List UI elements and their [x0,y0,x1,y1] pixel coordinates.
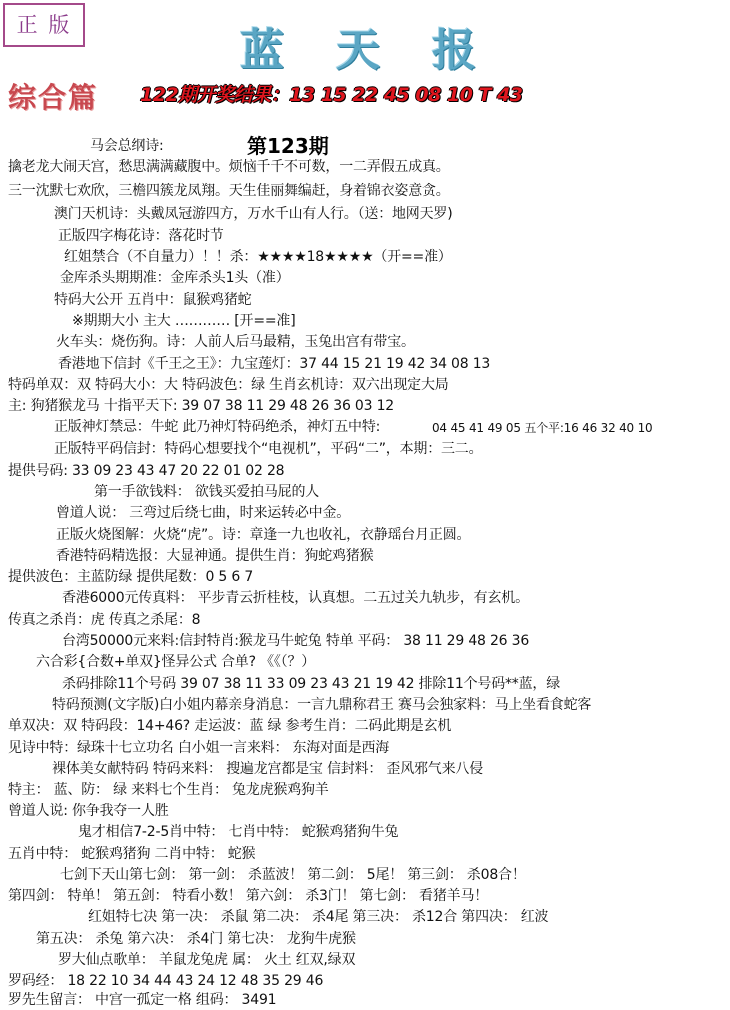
text-line: 正版特平码信封：特码心想要找个“电视机”，平码“二”，本期：三二。 [54,441,483,457]
masthead-char-2: 天 [336,25,386,76]
text-line: 五肖中特： 蛇猴鸡猪狗 二肖中特： 蛇猴 [8,846,256,862]
text-line: 特主： 蓝、防： 绿 来料七个生肖： 兔龙虎猴鸡狗羊 [8,782,329,798]
text-line: 红姐特七决 第一决： 杀鼠 第二决： 杀4尾 第三决： 杀12合 第四决： 红波 [88,909,549,925]
text-line: 正版火烧图解：火烧“虎”。诗：章逢一九也收礼，衣静瑶台月正圆。 [56,527,471,543]
text-line: 鬼才相信7-2-5肖中特： 七肖中特： 蛇猴鸡猪狗牛兔 [78,824,399,840]
text-line: 正版四字梅花诗：落花时节 [58,228,224,244]
text-line: 马会总纲诗: [90,138,164,154]
text-line: 提供波色：主蓝防绿 提供尾数：0 5 6 7 [8,569,254,585]
text-line: 罗先生留言： 中宫一孤定一格 组码： 3491 [8,992,277,1008]
text-line: 提供号码: 33 09 23 43 47 20 22 01 02 28 [8,463,285,479]
text-line: 特码预测(文字版)白小姐内幕亲身消息：一言九鼎称君王 赛马会独家料：马上坐看食蛇客 [52,697,592,713]
text-line: 澳门天机诗：头戴凤冠游四方，万水千山有人行。（送：地网天罗) [54,206,453,222]
text-line: 擒老龙大闹天宫，愁思满满藏腹中。烦恼千千不可数，一二弄假五成真。 [8,159,450,175]
text-line: ※期期大小 主大 ………… [开==准] [72,313,296,329]
masthead-char-1: 蓝 [240,25,290,76]
text-line: 曾道人说： 三弯过后绕七曲，时来运转必中金。 [56,505,351,521]
draw-result-banner: 122期开奖结果：13 15 22 45 08 10 T 43 [140,84,523,106]
text-line: 三一沈默七欢欣，三檐四簇龙凤翔。天生佳丽舞编赶，身着锦衣姿意贪。 [8,183,450,199]
text-line: 罗码经： 18 22 10 34 44 43 24 12 48 35 29 46 [8,973,324,989]
text-line: 曾道人说: 你争我夺一人胜 [8,803,169,819]
text-line: 香港地下信封《千王之王》：九宝莲灯：37 44 15 21 19 42 34 08 13 [58,356,491,372]
text-line: 主: 狗猪猴龙马 十指平天下: 39 07 38 11 29 48 26 36 03 12 [8,398,394,414]
text-line: 第五决： 杀兔 第六决： 杀4门 第七决： 龙狗牛虎猴 [36,931,356,947]
masthead-char-3: 报 [432,25,482,76]
text-line: 七剑下天山第七剑： 第一剑： 杀蓝波！ 第二剑： 5尾！ 第三剑： 杀08合！ [60,867,526,883]
text-line: 六合彩{合数+单双}怪异公式 合单? 《《（？） [36,654,316,670]
text-line: 裸体美女献特码 特码来料： 搜遍龙宫都是宝 信封料： 歪风邪气来八侵 [52,761,483,777]
genuine-stamp: 正 版 [3,3,85,47]
text-line: 单双决：双 特码段：14+46? 走运波：蓝 绿 参考生肖：二码此期是玄机 [8,718,452,734]
text-line: 04 45 41 49 05 五个平:16 46 32 40 10 [432,421,653,435]
text-line: 杀码排除11个号码 39 07 38 11 33 09 23 43 21 19 42 排除11个号码**蓝，绿 [62,676,560,692]
text-line: 火车头：烧伤狗。诗：人前人后马最精，玉兔出宫有带宝。 [56,334,415,350]
text-line: 香港特码精选报：大显神通。提供生肖：狗蛇鸡猪猴 [56,548,374,564]
text-line: 见诗中特：绿珠十七立功名 白小姐一言来料： 东海对面是西海 [8,740,390,756]
text-line: 正版神灯禁忌：牛蛇 此乃神灯特码绝杀，神灯五中特: [54,419,381,435]
text-line: 传真之杀肖：虎 传真之杀尾：8 [8,612,201,628]
masthead-title [240,14,500,76]
text-line: 特码单双：双 特码大小：大 特码波色：绿 生肖玄机诗：双六出现定大局 [8,377,449,393]
text-line: 香港6000元传真料： 平步青云折桂枝，认真想。二五过关九轨步，有玄机。 [62,590,529,606]
issue-number: 第123期 [247,134,329,158]
text-line: 第一手欲钱料： 欲钱买爱拍马屁的人 [94,484,320,500]
text-line: 台湾50000元来料:信封特肖:猴龙马牛蛇兔 特单 平码： 38 11 29 48 26 36 [62,633,530,649]
section-title: 综合篇 [8,81,99,114]
text-line: 第四剑： 特单！ 第五剑： 特看小数！ 第六剑： 杀3门！ 第七剑： 看猪羊马！ [8,888,489,904]
text-line: 金库杀头期期准：金库杀头1头（准） [60,270,290,286]
text-line: 罗大仙点歌单： 羊鼠龙兔虎 属： 火土 红双,绿双 [58,952,356,968]
text-line: 红姐禁合（不自量力）！！杀：★★★★18★★★★（开==准） [64,249,452,265]
text-line: 特码大公开 五肖中：鼠猴鸡猪蛇 [54,292,252,308]
